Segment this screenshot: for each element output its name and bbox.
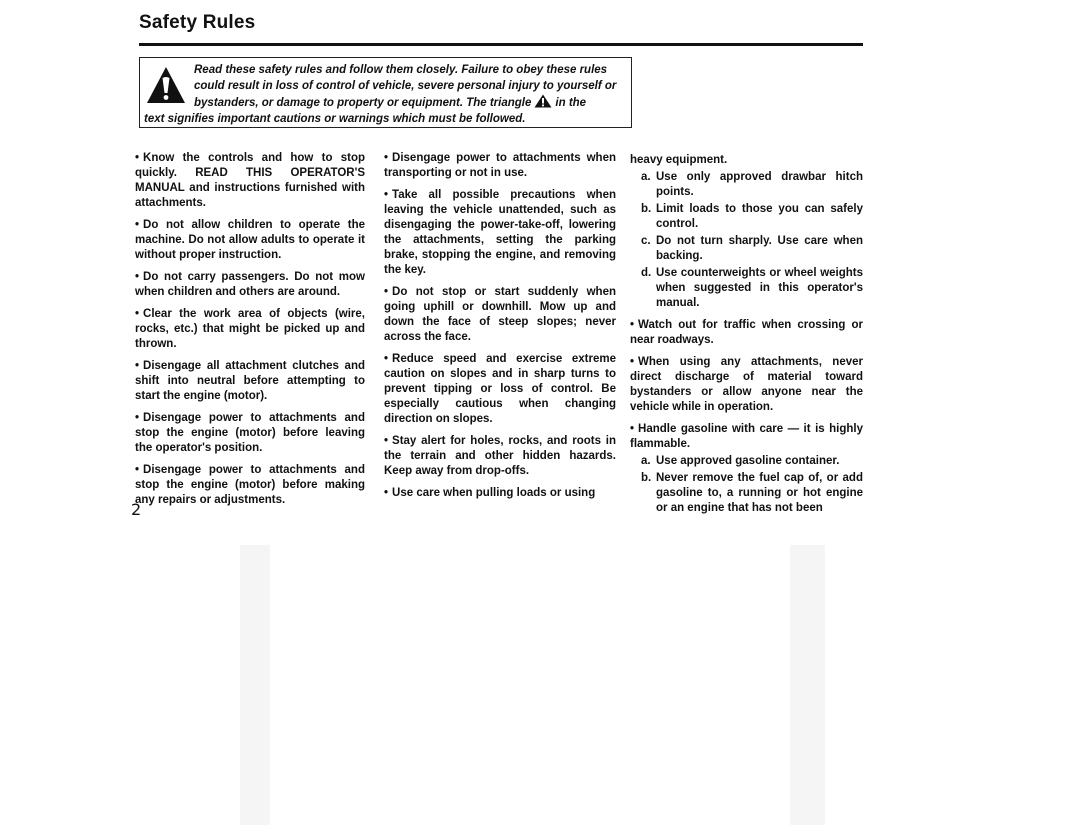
list-item: • Do not carry passengers. Do not mow when children and others are around. <box>135 271 365 298</box>
warning-box <box>139 57 632 128</box>
list-item: • Do not stop or start suddenly when going uphill or downhill. Mow up and down the face of steep slopes; never across the face. <box>384 286 616 343</box>
list-item: • Disengage all attachment clutches and shift into neutral before attempting to start the engine (motor). <box>135 360 365 402</box>
list-item: • Use care when pulling loads or using <box>384 487 596 499</box>
list-item: • Handle gasoline with care — it is highly flammable. <box>630 423 863 450</box>
list-item: • Do not allow children to operate the machine. Do not allow adults to operate it without proper instruction. <box>135 219 365 261</box>
column-2 <box>384 151 616 508</box>
sub-item: d. Use counterweights or wheel weights when suggested in this operator's manual. <box>641 267 863 309</box>
continued-text: heavy equipment. <box>630 154 728 166</box>
column-3 <box>630 151 863 518</box>
column-1 <box>135 151 365 515</box>
page-number: 2 <box>131 500 142 519</box>
warning-line-2: could result in loss of control of vehicle, severe personal injury to yourself or <box>194 80 617 92</box>
sub-item: b. Limit loads to those you can safely control. <box>641 203 863 230</box>
page-title: Safety Rules <box>139 12 256 33</box>
list-item: • Clear the work area of objects (wire, rocks, etc.) that might be picked up and thrown. <box>135 308 365 350</box>
scan-noise <box>790 545 825 825</box>
list-item: • Disengage power to attachments and stop the engine (motor) before leaving the operator's position. <box>135 412 365 454</box>
sub-item: a. Use only approved drawbar hitch points. <box>641 171 863 198</box>
warning-line-4: text signifies important cautions or warnings which must be followed. <box>144 113 526 125</box>
warning-line-1: Read these safety rules and follow them closely. Failure to obey these rules <box>194 64 608 76</box>
list-item: • When using any attachments, never direct discharge of material toward bystanders or allow anyone near the vehicle while in operation. <box>630 356 863 413</box>
sub-item: c. Do not turn sharply. Use care when backing. <box>641 235 863 262</box>
list-item: • Know the controls and how to stop quickly. READ THIS OPERATOR'S MANUAL and instructions furnished with attachments. <box>135 152 365 209</box>
list-item: • Stay alert for holes, rocks, and roots in the terrain and other hidden hazards. Keep away from drop-offs. <box>384 435 616 477</box>
list-item: • Disengage power to attachments when transporting or not in use. <box>384 152 616 179</box>
scan-noise <box>240 545 270 825</box>
title-rule <box>139 43 863 46</box>
inline-warning-triangle-icon <box>534 94 552 108</box>
list-item: • Take all possible precautions when leaving the vehicle unattended, such as disengaging the power-take-off, lowering the attachments, setting the parking brake, stopping the engine, and removing the key. <box>384 189 616 276</box>
sub-item: b. Never remove the fuel cap of, or add gasoline to, a running or hot engine or an engine that has not been <box>641 472 863 514</box>
list-item: • Reduce speed and exercise extreme caution on slopes and in sharp turns to prevent tipping or loss of control. Be especially cautious when changing direction on slopes. <box>384 353 616 425</box>
warning-text <box>144 62 627 127</box>
list-item: • Watch out for traffic when crossing or near roadways. <box>630 319 863 346</box>
warning-line-3: bystanders, or damage to property or equipment. The triangle in the <box>144 94 627 111</box>
sub-item: a. Use approved gasoline container. <box>641 455 840 467</box>
list-item: • Disengage power to attachments and stop the engine (motor) before making any repairs or adjustments. <box>135 464 365 506</box>
